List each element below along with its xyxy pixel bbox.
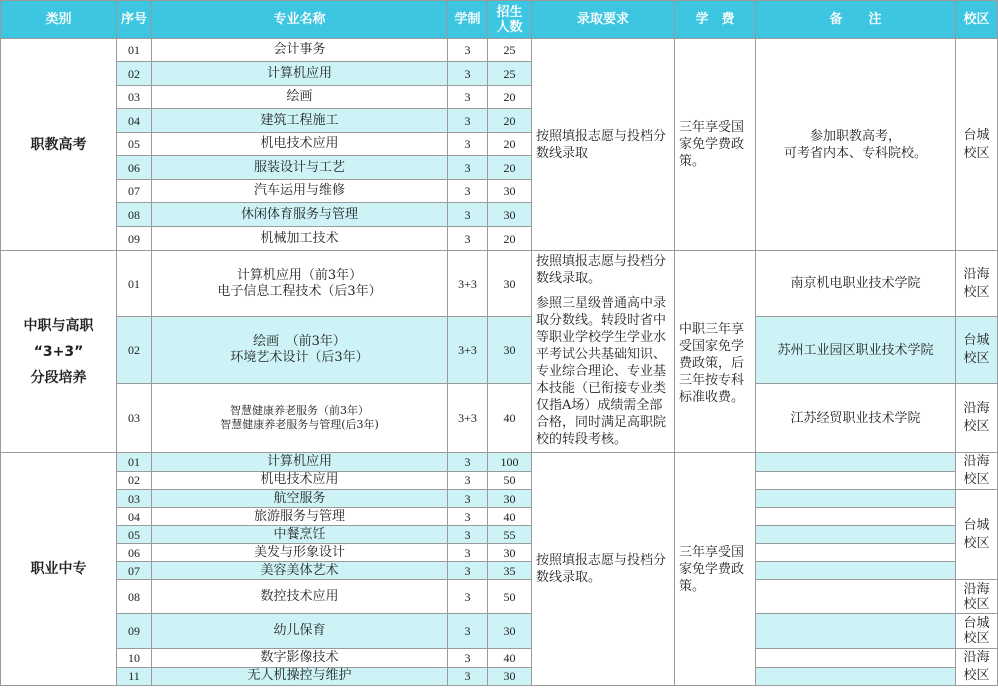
section-fee: 三年享受国家免学费政策。 <box>675 453 756 686</box>
cell-no: 03 <box>117 86 152 109</box>
cell-no: 02 <box>117 471 152 490</box>
cell-major: 服装设计与工艺 <box>152 156 448 180</box>
cell-count: 20 <box>488 133 532 156</box>
cell-major: 绘画 （前3年） 环境艺术设计（后3年） <box>152 317 448 384</box>
cell-major: 智慧健康养老服务（前3年） 智慧健康养老服务与管理(后3年) <box>152 384 448 453</box>
cell-count: 100 <box>488 453 532 472</box>
section-requirement: 按照填报志愿与投档分数线录取 <box>532 39 675 251</box>
cell-major: 机电技术应用 <box>152 133 448 156</box>
cell-years: 3 <box>448 667 488 686</box>
table-row <box>1 649 998 668</box>
cell-note <box>756 490 956 508</box>
table-row <box>1 667 998 686</box>
cell-count: 25 <box>488 39 532 62</box>
cell-count: 50 <box>488 580 532 614</box>
cell-note <box>756 453 956 472</box>
cell-count: 35 <box>488 562 532 580</box>
cell-note <box>756 649 956 668</box>
cell-years: 3 <box>448 614 488 649</box>
cell-count: 25 <box>488 62 532 86</box>
cell-years: 3+3 <box>448 384 488 453</box>
cell-no: 08 <box>117 580 152 614</box>
cell-years: 3 <box>448 180 488 203</box>
cell-count: 30 <box>488 544 532 562</box>
cell-count: 55 <box>488 526 532 544</box>
cell-note: 南京机电职业技术学院 <box>756 251 956 317</box>
cell-no: 04 <box>117 508 152 526</box>
cell-count: 20 <box>488 109 532 133</box>
header-no: 序号 <box>117 1 152 39</box>
cell-years: 3 <box>448 203 488 227</box>
cell-no: 11 <box>117 667 152 686</box>
table-row <box>1 580 998 614</box>
table-row <box>1 453 998 472</box>
cell-no: 04 <box>117 109 152 133</box>
header-major: 专业名称 <box>152 1 448 39</box>
cell-no: 09 <box>117 227 152 251</box>
cell-count: 40 <box>488 384 532 453</box>
cell-note <box>756 614 956 649</box>
cell-campus: 沿海 校区 <box>956 384 998 453</box>
cell-count: 30 <box>488 667 532 686</box>
section-campus: 沿海 校区 <box>956 453 998 490</box>
table-header <box>1 1 998 39</box>
cell-no: 02 <box>117 317 152 384</box>
cell-no: 01 <box>117 453 152 472</box>
header-campus: 校区 <box>956 1 998 39</box>
cell-major: 幼儿保育 <box>152 614 448 649</box>
section-requirement <box>532 251 675 453</box>
cell-no: 05 <box>117 133 152 156</box>
cell-major: 建筑工程施工 <box>152 109 448 133</box>
cell-major: 计算机应用 <box>152 453 448 472</box>
cell-years: 3 <box>448 86 488 109</box>
section-category: 职业中专 <box>1 453 117 686</box>
cell-note <box>756 667 956 686</box>
cell-note: 江苏经贸职业技术学院 <box>756 384 956 453</box>
cell-campus: 台城 校区 <box>956 317 998 384</box>
table-row <box>1 508 998 526</box>
section-campus: 台城 校区 <box>956 490 998 580</box>
section-campus: 沿海 校区 <box>956 649 998 686</box>
cell-no: 02 <box>117 62 152 86</box>
cell-major: 数控技术应用 <box>152 580 448 614</box>
section-note: 参加职教高考， 可考省内本、专科院校。 <box>756 39 956 251</box>
cell-campus: 沿海 校区 <box>956 251 998 317</box>
table-row <box>1 471 998 490</box>
section-campus: 台城 校区 <box>956 614 998 649</box>
cell-count: 40 <box>488 508 532 526</box>
cell-years: 3 <box>448 526 488 544</box>
cell-major: 会计事务 <box>152 39 448 62</box>
section-fee: 中职三年享受国家免学费政策，后三年按专科标准收费。 <box>675 251 756 453</box>
cell-major: 汽车运用与维修 <box>152 180 448 203</box>
cell-note <box>756 562 956 580</box>
cell-no: 10 <box>117 649 152 668</box>
cell-years: 3+3 <box>448 251 488 317</box>
requirement-top: 按照填报志愿与投档分数线录取。 <box>536 254 667 286</box>
table-row <box>1 490 998 508</box>
cell-count: 30 <box>488 180 532 203</box>
cell-years: 3 <box>448 562 488 580</box>
cell-no: 01 <box>117 251 152 317</box>
cell-years: 3 <box>448 490 488 508</box>
section-category: 中职与高职 “3+3” 分段培养 <box>1 251 117 453</box>
cell-no: 06 <box>117 544 152 562</box>
cell-note <box>756 580 956 614</box>
cell-years: 3 <box>448 227 488 251</box>
cell-major: 休闲体育服务与管理 <box>152 203 448 227</box>
header-years: 学制 <box>448 1 488 39</box>
table-row <box>1 317 998 384</box>
table-row <box>1 562 998 580</box>
cell-years: 3 <box>448 471 488 490</box>
cell-note <box>756 526 956 544</box>
cell-major: 航空服务 <box>152 490 448 508</box>
cell-years: 3 <box>448 508 488 526</box>
cell-count: 20 <box>488 227 532 251</box>
cell-no: 01 <box>117 39 152 62</box>
cell-no: 09 <box>117 614 152 649</box>
cell-years: 3 <box>448 39 488 62</box>
cell-years: 3 <box>448 109 488 133</box>
cell-note <box>756 508 956 526</box>
cell-major: 绘画 <box>152 86 448 109</box>
cell-no: 07 <box>117 180 152 203</box>
cell-count: 20 <box>488 156 532 180</box>
table-row <box>1 384 998 453</box>
cell-count: 50 <box>488 471 532 490</box>
cell-major: 机械加工技术 <box>152 227 448 251</box>
section-fee: 三年享受国家免学费政策。 <box>675 39 756 251</box>
cell-major: 美发与形象设计 <box>152 544 448 562</box>
cell-major: 机电技术应用 <box>152 471 448 490</box>
cell-major: 数字影像技术 <box>152 649 448 668</box>
cell-count: 20 <box>488 86 532 109</box>
header-category: 类别 <box>1 1 117 39</box>
cell-no: 08 <box>117 203 152 227</box>
section-campus: 沿海 校区 <box>956 580 998 614</box>
header-requirement: 录取要求 <box>532 1 675 39</box>
cell-no: 07 <box>117 562 152 580</box>
cell-years: 3 <box>448 62 488 86</box>
cell-note <box>756 471 956 490</box>
section-requirement: 按照填报志愿与投档分数线录取。 <box>532 453 675 686</box>
cell-count: 30 <box>488 317 532 384</box>
table-row <box>1 614 998 649</box>
cell-no: 06 <box>117 156 152 180</box>
cell-years: 3 <box>448 544 488 562</box>
cell-major: 旅游服务与管理 <box>152 508 448 526</box>
cell-years: 3 <box>448 156 488 180</box>
cell-major: 计算机应用 <box>152 62 448 86</box>
cell-note <box>756 544 956 562</box>
cell-note: 苏州工业园区职业技术学院 <box>756 317 956 384</box>
table-body <box>1 39 998 686</box>
cell-count: 30 <box>488 251 532 317</box>
cell-count: 30 <box>488 614 532 649</box>
cell-count: 40 <box>488 649 532 668</box>
cell-years: 3 <box>448 133 488 156</box>
cell-major: 计算机应用（前3年） 电子信息工程技术（后3年） <box>152 251 448 317</box>
table-row <box>1 251 998 317</box>
cell-major: 美容美体艺术 <box>152 562 448 580</box>
section-campus: 台城 校区 <box>956 39 998 251</box>
table-row <box>1 39 998 62</box>
header-fee: 学 费 <box>675 1 756 39</box>
cell-years: 3 <box>448 580 488 614</box>
cell-count: 30 <box>488 203 532 227</box>
table-row <box>1 526 998 544</box>
table-row <box>1 544 998 562</box>
cell-no: 05 <box>117 526 152 544</box>
section-category: 职教高考 <box>1 39 117 251</box>
header-count: 招生 人数 <box>488 1 532 39</box>
requirement-bottom: 参照三星级普通高中录取分数线。转段时省中等职业学校学生学业水平考试公共基础知识、专业综合理论、专业基本技能（已衔接专业类仅指A场）成绩需全部合格，同时满足高职院校的转段考核。 <box>536 296 667 447</box>
cell-no: 03 <box>117 490 152 508</box>
cell-no: 03 <box>117 384 152 453</box>
cell-count: 30 <box>488 490 532 508</box>
cell-years: 3 <box>448 649 488 668</box>
cell-years: 3 <box>448 453 488 472</box>
cell-major: 中餐烹饪 <box>152 526 448 544</box>
cell-years: 3+3 <box>448 317 488 384</box>
header-note: 备 注 <box>756 1 956 39</box>
cell-major: 无人机操控与维护 <box>152 667 448 686</box>
